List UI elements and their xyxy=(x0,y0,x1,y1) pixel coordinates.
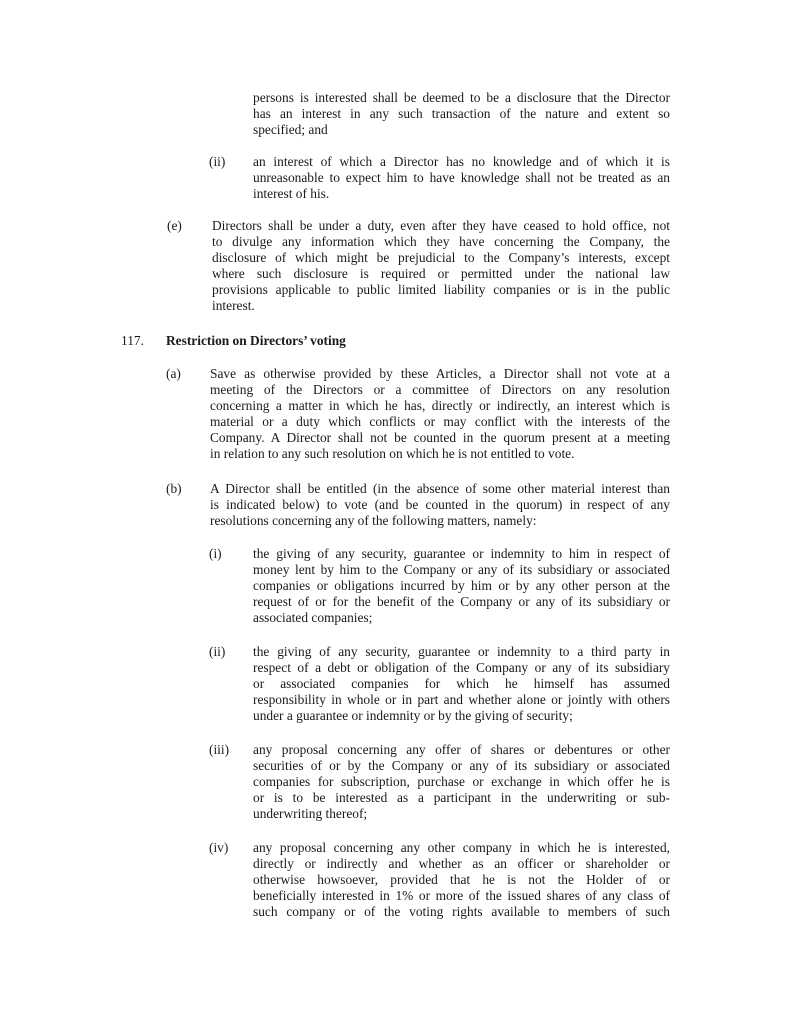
text-line: the giving of any security, guarantee or indemnity to him in respect of xyxy=(253,546,670,561)
item-b-text xyxy=(210,481,670,529)
item-b-iii-label: (iii) xyxy=(209,742,230,757)
item-b-ii-text xyxy=(253,644,670,724)
item-b-ii-label: (ii) xyxy=(209,644,226,659)
item-b-i-label: (i) xyxy=(209,546,222,561)
text-line: unreasonable to expect him to have knowledge shall not be treated as an xyxy=(253,170,670,185)
text-line: meeting of the Directors or a committee of Directors on any resolution xyxy=(210,382,670,397)
text-line: otherwise howsoever, provided that he is not the Holder of or xyxy=(253,872,670,887)
text-line: such company or of the voting rights available to members of such xyxy=(253,904,670,919)
item-b-label: (b) xyxy=(166,481,182,496)
item-b-i-text xyxy=(253,546,670,626)
text-line: or is to be interested as a participant in the underwriting or sub- xyxy=(253,790,670,805)
text-line: companies or obligations incurred by him or by any other person at the xyxy=(253,578,670,593)
text-line: Company. A Director shall not be counted in the quorum present at a meeting xyxy=(210,430,670,445)
item-b-iii-text xyxy=(253,742,670,822)
text-line: responsibility in whole or in part and whether alone or jointly with others xyxy=(253,692,670,707)
continuation-paragraph xyxy=(253,90,670,138)
item-a-text xyxy=(210,366,670,462)
section-number: 117. xyxy=(121,333,144,348)
text-line: securities of or by the Company or any of its subsidiary or associated xyxy=(253,758,670,773)
text-line: specified; and xyxy=(253,122,328,137)
text-line: respect of a debt or obligation of the Company or any of its subsidiary xyxy=(253,660,670,675)
text-line: directly or indirectly and whether as an officer or shareholder or xyxy=(253,856,670,871)
item-d-ii-text xyxy=(253,154,670,202)
item-b-iv-text xyxy=(253,840,670,920)
text-line: an interest of which a Director has no knowledge and of which it is xyxy=(253,154,670,169)
text-line: the giving of any security, guarantee or indemnity to a third party in xyxy=(253,644,670,659)
text-line: to divulge any information which they have concerning the Company, the xyxy=(212,234,670,249)
text-line: disclosure of which might be prejudicial to the Company’s interests, except xyxy=(212,250,670,265)
text-line: Save as otherwise provided by these Articles, a Director shall not vote at a xyxy=(210,366,670,381)
text-line: interest. xyxy=(212,298,255,313)
text-line: has an interest in any such transaction of the nature and extent so xyxy=(253,106,670,121)
text-line: any proposal concerning any other company in which he is interested, xyxy=(253,840,670,855)
text-line: concerning a matter in which he has, directly or indirectly, an interest which is xyxy=(210,398,670,413)
text-line: persons is interested shall be deemed to be a disclosure that the Director xyxy=(253,90,670,105)
item-e-text xyxy=(212,218,670,314)
text-line: resolutions concerning any of the following matters, namely: xyxy=(210,513,537,528)
text-line: interest of his. xyxy=(253,186,330,201)
item-a-label: (a) xyxy=(166,366,181,381)
text-line: material or a duty which conflicts or may conflict with the interests of the xyxy=(210,414,670,429)
text-line: or associated companies for which he himself has assumed xyxy=(253,676,670,691)
item-b-iv-label: (iv) xyxy=(209,840,229,855)
text-line: beneficially interested in 1% or more of the issued shares of any class of xyxy=(253,888,670,903)
text-line: Directors shall be under a duty, even after they have ceased to hold office, not xyxy=(212,218,670,233)
text-line: underwriting thereof; xyxy=(253,806,368,821)
text-line: in relation to any such resolution on which he is not entitled to vote. xyxy=(210,446,575,461)
text-line: A Director shall be entitled (in the absence of some other material interest than xyxy=(210,481,670,496)
text-line: is indicated below) to vote (and be counted in the quorum) in respect of any xyxy=(210,497,670,512)
item-d-ii-label: (ii) xyxy=(209,154,226,169)
text-line: where such disclosure is required or permitted under the national law xyxy=(212,266,670,281)
item-e-label: (e) xyxy=(167,218,182,233)
text-line: associated companies; xyxy=(253,610,373,625)
text-line: money lent by him to the Company or any of its subsidiary or associated xyxy=(253,562,670,577)
text-line: any proposal concerning any offer of shares or debentures or other xyxy=(253,742,670,757)
text-line: under a guarantee or indemnity or by the giving of security; xyxy=(253,708,573,723)
text-line: provisions applicable to public limited liability companies or is in the public xyxy=(212,282,670,297)
section-title: Restriction on Directors’ voting xyxy=(166,333,346,348)
text-line: companies for subscription, purchase or exchange in which offer he is xyxy=(253,774,670,789)
text-line: request of or for the benefit of the Company or any of its subsidiary or xyxy=(253,594,670,609)
